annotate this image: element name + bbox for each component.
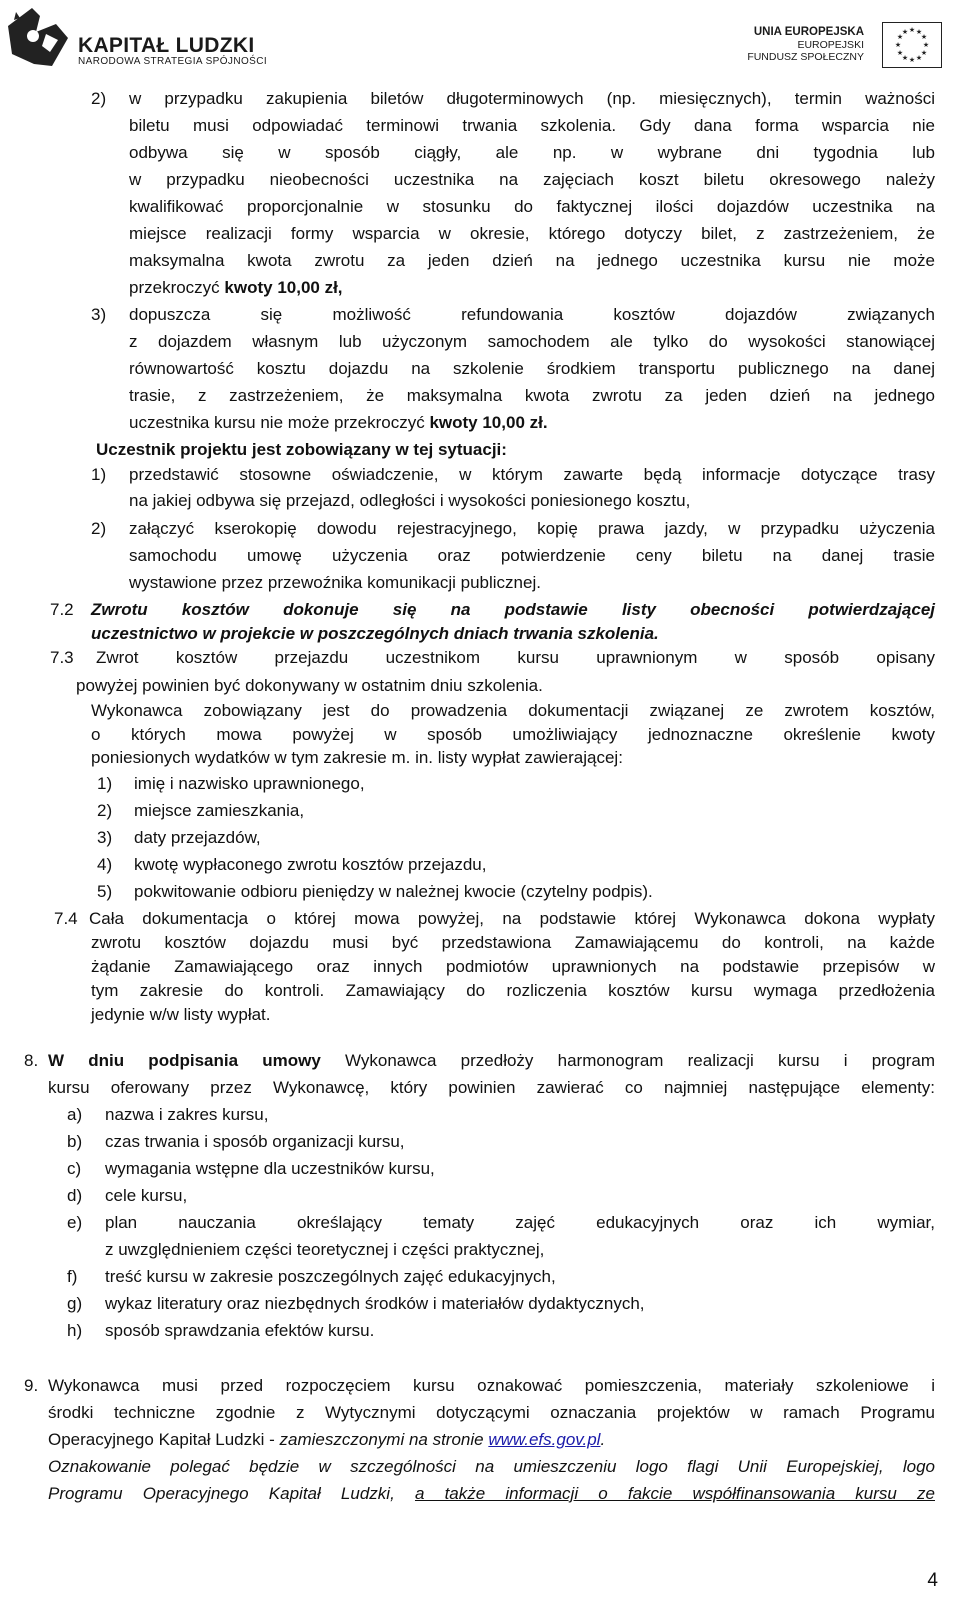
list-item: czas trwania i sposób organizacji kursu, — [105, 1132, 405, 1151]
text-line: wystawione przez przewoźnika komunikacji publicznej. — [129, 573, 541, 592]
list-letter: c) — [67, 1159, 82, 1178]
list-number: 3) — [97, 828, 113, 847]
list-letter: h) — [67, 1321, 83, 1340]
text-line: kwalifikować proporcjonalnie w stosunku do faktycznej ilości dojazdów uczestnika na — [129, 197, 935, 216]
text-line: przedstawić stosowne oświadczenie, w którym zawarte będą informacje dotyczące trasy — [129, 465, 935, 484]
kapital-ludzki-subtitle: NARODOWA STRATEGIA SPÓJNOŚCI — [78, 56, 268, 67]
list-letter: a) — [67, 1105, 83, 1124]
list-number: 5) — [97, 882, 113, 901]
eu-logo — [732, 22, 942, 72]
text-line: na jakiej odbywa się przejazd, odległości i wysokości poniesionego kosztu, — [129, 491, 691, 510]
svg-text:★: ★ — [922, 41, 930, 49]
list-letter: f) — [67, 1267, 78, 1286]
list-number: 2) — [97, 801, 113, 820]
text-line: odbywa się w sposób ciągły, ale np. w wybrane dni tygodnia lub — [129, 143, 935, 162]
eu-logo-line3: FUNDUSZ SPOŁECZNY — [747, 51, 864, 63]
list-number: 2) — [91, 89, 107, 108]
kapital-ludzki-emblem-icon — [6, 4, 70, 68]
text-span: uczestnika kursu nie może przekroczyć — [129, 413, 430, 432]
svg-text:★: ★ — [920, 49, 928, 57]
text-line: o których mowa powyżej w sposób umożliwiający jednoznaczne określenie kwoty — [91, 725, 935, 744]
list-item: treść kursu w zakresie poszczególnych zajęć edukacyjnych, — [105, 1267, 556, 1286]
text-line: kursu oferowany przez Wykonawcę, który powinien zawierać co najmniej następujące elementy: — [48, 1078, 935, 1097]
list-item-continuation: z uwzględnieniem części teoretycznej i części praktycznej, — [105, 1240, 545, 1259]
text-line: samochodu umowę użyczenia oraz potwierdzenie ceny biletu na danej trasie — [129, 546, 935, 565]
text-line: załączyć kserokopię dowodu rejestracyjnego, kopię prawa jazdy, w przypadku użyczenia — [129, 519, 935, 538]
svg-text:★: ★ — [908, 56, 916, 64]
svg-text:★: ★ — [901, 28, 909, 36]
list-item: wymagania wstępne dla uczestników kursu, — [105, 1159, 435, 1178]
text-line: Wykonawca musi przed rozpoczęciem kursu oznakować pomieszczenia, materiały szkoleniowe i — [48, 1376, 935, 1395]
text-span: przekroczyć — [129, 278, 225, 297]
text-line: Zwrotu kosztów dokonuje się na podstawie listy obecności potwierdzającej — [91, 600, 935, 619]
list-letter: b) — [67, 1132, 83, 1151]
svg-text:★: ★ — [901, 54, 909, 62]
section-number: 8. — [24, 1051, 39, 1070]
text-line: Cała dokumentacja o której mowa powyżej, na podstawie której Wykonawca dokona wypłaty — [89, 909, 935, 928]
text-line: Zwrot kosztów przejazdu uczestnikom kursu uprawnionym w sposób opisany — [96, 648, 935, 667]
list-letter: e) — [67, 1213, 83, 1232]
section-number: 7.2 — [50, 600, 74, 619]
text-line: zwrotu kosztów dojazdu musi być przedstawiona Zamawiającemu do kontroli, na każde — [91, 933, 935, 952]
efs-link[interactable]: www.efs.gov.pl — [488, 1430, 601, 1449]
list-item: daty przejazdów, — [134, 828, 261, 847]
list-item: cele kursu, — [105, 1186, 188, 1205]
text-line: biletu musi odpowiadać terminowi trwania szkolenia. Gdy dana forma wsparcia nie — [129, 116, 935, 135]
list-number: 1) — [97, 774, 113, 793]
list-item: sposób sprawdzania efektów kursu. — [105, 1321, 375, 1340]
section-number: 7.3 — [50, 648, 74, 667]
text-line: Oznakowanie polegać będzie w szczególności na umieszczeniu logo flagi Unii Europejskiej, logo — [48, 1457, 935, 1476]
underlined-span: a także informacji o fakcie współfinansowania kursu ze — [414, 1484, 935, 1503]
text-line — [48, 1427, 605, 1453]
list-letter: g) — [67, 1294, 83, 1313]
text-line: żądanie Zamawiającego oraz innych podmiotów uprawnionych na podstawie przepisów w — [91, 957, 935, 976]
text-line: jedynie w/w listy wypłat. — [91, 1005, 271, 1024]
text-line: z dojazdem własnym lub użyczonym samochodem ale tylko do wysokości stanowiącej — [129, 332, 935, 351]
list-number: 3) — [91, 305, 107, 324]
text-line: dopuszcza się możliwość refundowania kosztów dojazdów związanych — [129, 305, 935, 324]
eu-logo-line2: EUROPEJSKI — [797, 38, 864, 51]
text-line: miejsce realizacji formy wsparcia w okresie, którego dotyczy bilet, z zastrzeżeniem, że — [129, 224, 935, 243]
section-heading: Uczestnik projektu jest zobowiązany w tej sytuacji: — [96, 440, 507, 459]
text-span: . — [600, 1430, 606, 1449]
text-line — [129, 275, 343, 301]
text-line: uczestnictwo w projekcie w poszczególnych dniach trwania szkolenia. — [91, 624, 659, 643]
svg-text:★: ★ — [894, 41, 902, 49]
text-line — [129, 410, 548, 436]
text-span: Operacyjnego Kapitał Ludzki - — [48, 1430, 280, 1449]
bold-lead: W dniu podpisania umowy — [48, 1051, 321, 1070]
list-number: 1) — [91, 465, 107, 484]
amount-bold: kwoty 10,00 zł, — [224, 278, 343, 297]
page-number: 4 — [927, 1570, 938, 1591]
text-span: Programu Operacyjnego Kapitał Ludzki, — [48, 1484, 415, 1503]
svg-text:★: ★ — [896, 33, 904, 41]
amount-bold: kwoty 10,00 zł. — [429, 413, 548, 432]
list-item: plan nauczania określający tematy zajęć edukacyjnych oraz ich wymiar, — [105, 1213, 935, 1232]
list-number: 4) — [97, 855, 113, 874]
list-item: miejsce zamieszkania, — [134, 801, 305, 820]
text-span: Wykonawca przedłoży harmonogram realizacji kursu i program — [320, 1051, 935, 1070]
eu-logo-text — [747, 26, 864, 64]
svg-text:★: ★ — [896, 49, 904, 57]
text-line: poniesionych wydatków w tym zakresie m. in. listy wypłat zawierającej: — [91, 748, 623, 767]
text-line — [48, 1481, 935, 1507]
text-line: maksymalna kwota zwrotu za jeden dzień na jednego uczestnika kursu nie może — [129, 251, 935, 270]
kapital-ludzki-title: KAPITAŁ LUDZKI — [78, 34, 255, 57]
text-line: Wykonawca zobowiązany jest do prowadzenia dokumentacji związanej ze zwrotem kosztów, — [91, 701, 935, 720]
eu-logo-line1: UNIA EUROPEJSKA — [753, 26, 864, 38]
svg-text:★: ★ — [915, 54, 923, 62]
eu-flag-icon — [882, 22, 942, 68]
text-line — [48, 1048, 935, 1074]
section-number: 7.4 — [54, 909, 78, 928]
text-line: w przypadku zakupienia biletów długoterminowych (np. miesięcznych), termin ważności — [129, 89, 935, 108]
text-line: tym zakresie do kontroli. Zamawiający do rozliczenia kosztów kursu wymaga przedłożenia — [91, 981, 935, 1000]
list-number: 2) — [91, 519, 107, 538]
page-header — [0, 0, 960, 86]
text-line: równowartość kosztu dojazdu na szkolenie środkiem transportu publicznego na danej — [129, 359, 935, 378]
text-line: w przypadku nieobecności uczestnika na zajęciach koszt biletu okresowego należy — [129, 170, 935, 189]
italic-span: zamieszczonymi na stronie — [279, 1430, 489, 1449]
svg-text:★: ★ — [915, 28, 923, 36]
list-item: kwotę wypłaconego zwrotu kosztów przejazdu, — [134, 855, 487, 874]
svg-text:★: ★ — [908, 26, 916, 34]
text-line: trasie, z zastrzeżeniem, że maksymalna kwota zwrotu za jeden dzień na jednego — [129, 386, 935, 405]
section-number: 9. — [24, 1376, 39, 1395]
list-item: imię i nazwisko uprawnionego, — [134, 774, 365, 793]
list-item: wykaz literatury oraz niezbędnych środków i materiałów dydaktycznych, — [105, 1294, 645, 1313]
list-item: pokwitowanie odbioru pieniędzy w należnej kwocie (czytelny podpis). — [134, 882, 653, 901]
text-line: środki techniczne zgodnie z Wytycznymi dotyczącymi oznaczania projektów w ramach Programu — [48, 1403, 935, 1422]
kapital-ludzki-logo — [6, 4, 306, 68]
list-item: nazwa i zakres kursu, — [105, 1105, 269, 1124]
text-line: powyżej powinien być dokonywany w ostatnim dniu szkolenia. — [76, 676, 543, 695]
svg-text:★: ★ — [920, 33, 928, 41]
list-letter: d) — [67, 1186, 83, 1205]
